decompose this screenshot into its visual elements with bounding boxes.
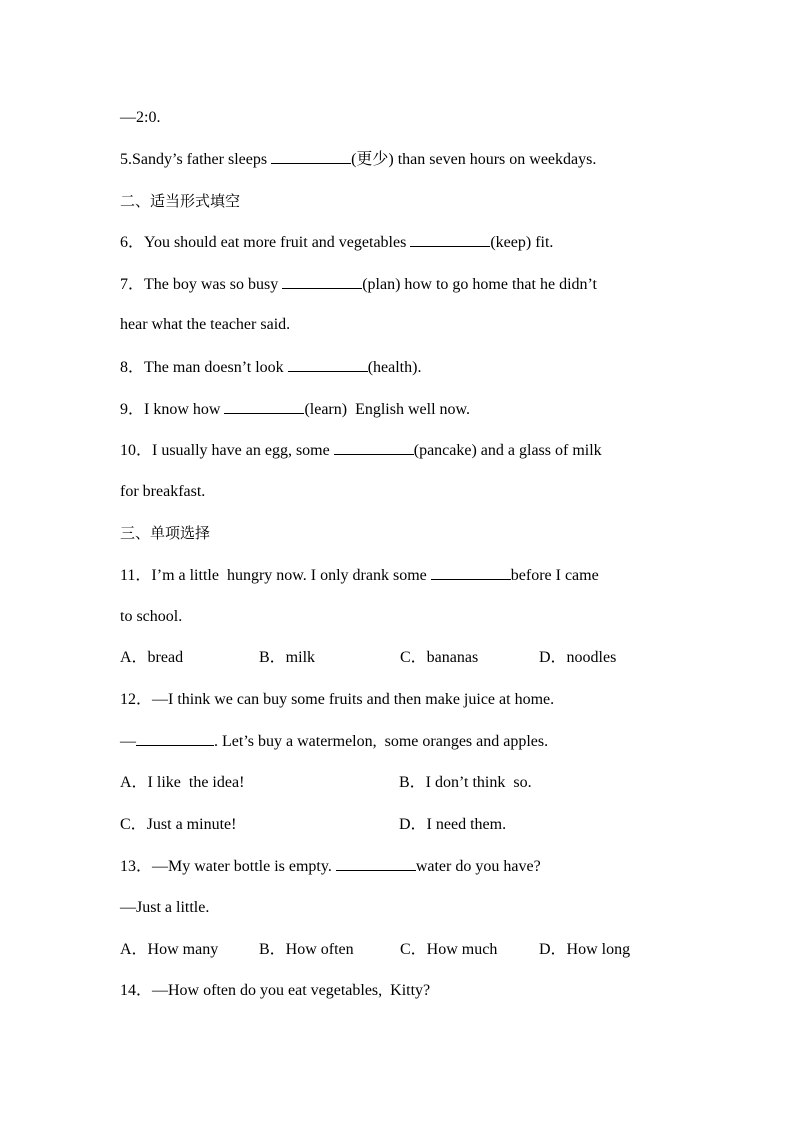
question-12	[120, 690, 554, 710]
section-title: 二、适当形式填空	[120, 192, 241, 210]
question-11-cont	[120, 607, 182, 627]
score-line	[120, 108, 160, 128]
question-10	[120, 440, 602, 461]
question-text: 14．—How often do you eat vegetables, Kitty?	[120, 982, 431, 999]
answer-blank[interactable]	[282, 274, 362, 289]
option-q11-a[interactable]: A．bread	[120, 649, 184, 666]
question-text: —Just a little.	[120, 899, 210, 916]
option-q13-d[interactable]: D．How long	[539, 941, 631, 958]
question-5	[120, 149, 596, 170]
question-6	[120, 232, 553, 253]
option-q13-c[interactable]: C．How much	[400, 941, 498, 958]
question-8	[120, 357, 421, 378]
answer-blank[interactable]	[224, 399, 304, 414]
question-text: before I came	[510, 567, 599, 584]
option-q13-b[interactable]: B．How often	[259, 941, 354, 958]
question-10-cont	[120, 482, 205, 502]
option-q12-d[interactable]: D．I need them.	[399, 816, 507, 833]
question-text: to school.	[120, 608, 183, 625]
question-text: (更少) than seven hours on weekdays.	[351, 151, 597, 168]
question-text: (pancake) and a glass of milk	[413, 442, 602, 459]
question-text: . Let’s buy a watermelon, some oranges and apples.	[214, 733, 549, 750]
option-q12-c[interactable]: C．Just a minute!	[120, 816, 237, 833]
option-q13-a[interactable]: A．How many	[120, 941, 219, 958]
question-text: water do you have?	[415, 858, 541, 875]
question-text: 7．The boy was so busy	[120, 276, 283, 293]
question-13-cont	[120, 898, 209, 918]
section-title: 三、单项选择	[120, 524, 211, 542]
text: —2:0.	[120, 109, 161, 126]
option-q11-c[interactable]: C．bananas	[400, 649, 479, 666]
question-text: 8．The man doesn’t look	[120, 359, 288, 376]
question-14	[120, 981, 430, 1001]
question-text: 12．—I think we can buy some fruits and then make juice at home.	[120, 691, 555, 708]
option-q11-d[interactable]: D．noodles	[539, 649, 617, 666]
question-text: 5.Sandy’s father sleeps	[120, 151, 272, 168]
question-text: —	[120, 733, 136, 750]
question-text: 13．—My water bottle is empty.	[120, 858, 336, 875]
question-12-cont	[120, 731, 548, 752]
answer-blank[interactable]	[336, 856, 416, 871]
option-q11-b[interactable]: B．milk	[259, 649, 316, 666]
question-text: 11．I’m a little hungry now. I only drank some	[120, 567, 431, 584]
question-text: (health).	[367, 359, 422, 376]
option-q12-b[interactable]: B．I don’t think so.	[399, 774, 532, 791]
section-heading-2	[120, 191, 240, 211]
answer-blank[interactable]	[136, 731, 214, 746]
answer-blank[interactable]	[271, 149, 351, 164]
answer-blank[interactable]	[334, 440, 414, 455]
question-text: (keep) fit.	[490, 234, 554, 251]
question-text: 9．I know how	[120, 401, 225, 418]
question-text: for breakfast.	[120, 483, 206, 500]
answer-blank[interactable]	[288, 357, 368, 372]
question-text: 10．I usually have an egg, some	[120, 442, 334, 459]
question-text: 6．You should eat more fruit and vegetables	[120, 234, 411, 251]
question-11	[120, 565, 599, 586]
question-text: hear what the teacher said.	[120, 316, 291, 333]
option-q12-a[interactable]: A．I like the idea!	[120, 774, 245, 791]
question-13	[120, 856, 541, 877]
question-9	[120, 399, 470, 420]
question-7	[120, 274, 597, 295]
section-heading-3	[120, 523, 210, 543]
answer-blank[interactable]	[410, 232, 490, 247]
question-text: (plan) how to go home that he didn’t	[362, 276, 597, 293]
question-7-cont	[120, 315, 290, 335]
answer-blank[interactable]	[431, 565, 511, 580]
question-text: (learn) English well now.	[304, 401, 471, 418]
